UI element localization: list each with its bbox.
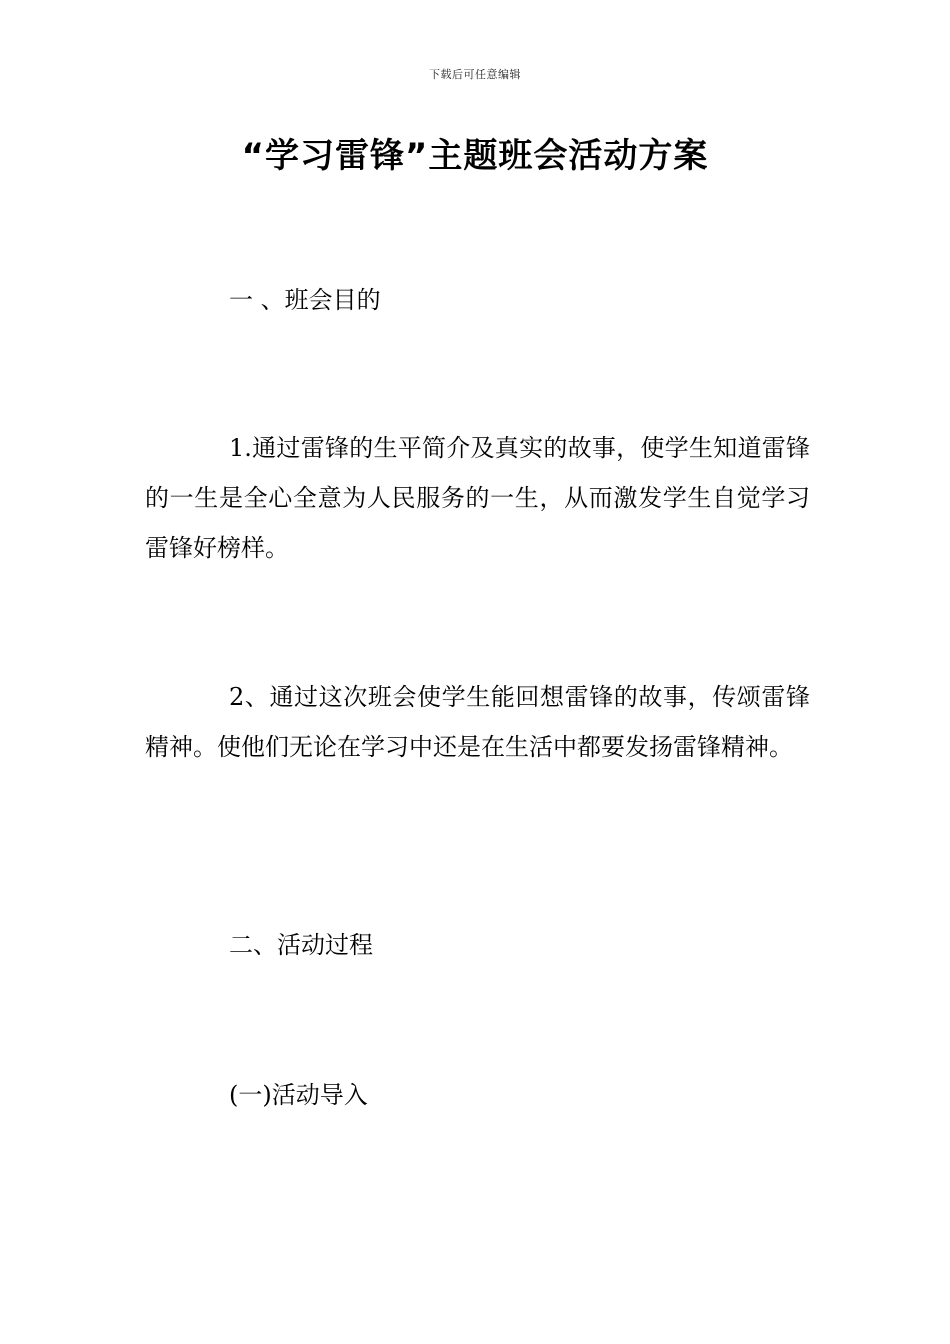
header-note: 下载后可任意编辑 (429, 68, 521, 81)
document-title: “学习雷锋”主题班会活动方案 (241, 136, 709, 176)
purpose-paragraph-1: 1.通过雷锋的生平简介及真实的故事，使学生知道雷锋的一生是全心全意为人民服务的一生，从而激发学生自觉学习雷锋好榜样。 (145, 434, 810, 562)
section-heading-purpose: 一 、班会目的 (229, 286, 381, 314)
purpose-paragraph-2: 2、通过这次班会使学生能回想雷锋的故事，传颂雷锋精神。使他们无论在学习中还是在生活中都要发扬雷锋精神。 (145, 683, 810, 761)
subsection-heading-intro: (一)活动导入 (229, 1081, 368, 1109)
section-heading-process: 二、活动过程 (229, 931, 373, 959)
